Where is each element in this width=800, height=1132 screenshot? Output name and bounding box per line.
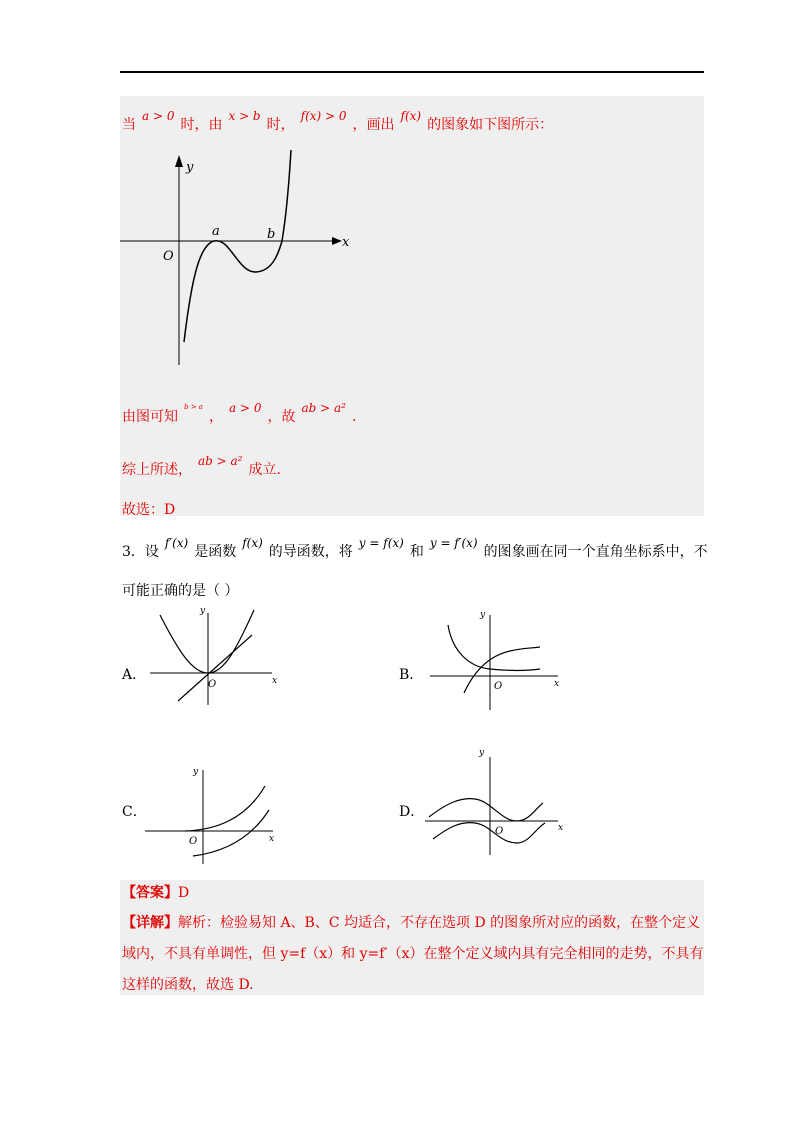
upper-curve	[185, 786, 265, 831]
y-axis-arrow	[175, 155, 183, 167]
x-label: x	[558, 823, 564, 833]
option-d-label: D．	[399, 804, 425, 820]
text: .	[351, 409, 357, 425]
answer-value: D	[178, 885, 190, 901]
option-b-label: B．	[399, 667, 424, 683]
decreasing-curve	[448, 625, 540, 671]
math-expr: f(x)	[242, 536, 263, 550]
math-expr: a > 0	[228, 401, 262, 415]
answer-line	[122, 882, 189, 902]
option-a-label: A．	[122, 667, 147, 683]
question-3-line-2: 可能正确的是（ ）	[122, 583, 239, 599]
math-expr: y = f(x)	[358, 536, 404, 550]
y-label: y	[480, 610, 486, 620]
option-c-graph	[145, 760, 280, 865]
x-label: x	[269, 834, 275, 844]
text: 解析：检验易知 A、B、C 均适合，不存在选项 D 的图象所对应的函数，在整个定义	[178, 915, 701, 931]
text: 由图可知	[122, 409, 178, 425]
origin-label: O	[494, 681, 503, 692]
b-label: b	[267, 227, 276, 242]
origin-label: O	[163, 249, 174, 264]
y-label: y	[200, 606, 206, 616]
origin-label: O	[189, 836, 198, 847]
cubic-curve	[184, 150, 291, 342]
option-b-graph	[430, 605, 565, 710]
detail-line-2: 域内，不具有单调性，但 y=f（x）和 y=f′（x）在整个定义域内具有完全相同的走势，不具有	[122, 946, 704, 962]
origin-label: O	[495, 826, 504, 837]
lower-curve	[193, 810, 269, 856]
answer-tag: 【答案】	[122, 885, 178, 901]
solution-line-4: 故选：D	[122, 502, 176, 518]
a-label: a	[212, 224, 220, 239]
math-expr: x > b	[228, 109, 261, 123]
solution-line-2	[122, 401, 357, 426]
solution-line-3	[122, 454, 281, 479]
origin-label: O	[208, 679, 217, 690]
text: 3．设	[122, 544, 159, 560]
header-rule	[120, 71, 704, 73]
y-label: y	[479, 748, 485, 758]
text: 时，	[266, 117, 295, 133]
question-3-line-1	[122, 536, 708, 561]
text: ，故	[267, 409, 296, 425]
solution-line-1	[122, 109, 554, 134]
option-d-graph	[425, 745, 570, 855]
text: ，画出	[352, 117, 395, 133]
x-label: x	[554, 679, 560, 689]
math-expr: ab > a²	[198, 454, 243, 468]
option-c-label: C．	[122, 804, 147, 820]
math-expr: f(x) > 0	[300, 109, 347, 123]
math-expr: y = f′(x)	[429, 536, 478, 550]
math-expr: f(x)	[400, 109, 422, 123]
x-label: x	[272, 676, 278, 686]
text: 和	[409, 544, 424, 560]
lower-wave	[433, 823, 545, 843]
text: 成立.	[248, 462, 281, 478]
y-label: y	[186, 160, 194, 175]
text: 是函数	[194, 544, 237, 560]
text: 当	[122, 117, 136, 133]
text: 时，由	[180, 117, 223, 133]
math-expr: ab > a²	[301, 401, 346, 415]
x-label: x	[342, 235, 350, 250]
detail-line-3: 这样的函数，故选 D.	[122, 977, 254, 993]
tangent-line	[178, 635, 252, 701]
text: ，	[208, 409, 223, 425]
cubic-graph	[120, 145, 360, 370]
detail-line-1	[122, 912, 700, 932]
math-expr: b > a	[184, 403, 203, 411]
text: 的图象如下图所示：	[427, 117, 554, 133]
parabola-curve	[160, 610, 254, 673]
y-label: y	[193, 767, 199, 777]
math-expr: f′(x)	[164, 536, 189, 550]
x-axis-arrow	[332, 237, 342, 245]
text: 综上所述，	[122, 462, 192, 478]
option-a-graph	[150, 605, 280, 705]
upper-wave	[429, 799, 543, 821]
detail-tag: 【详解】	[122, 915, 178, 931]
math-expr: a > 0	[142, 109, 175, 123]
text: 的导函数，将	[268, 544, 353, 560]
text: 的图象画在同一个直角坐标系中，不	[483, 544, 708, 560]
